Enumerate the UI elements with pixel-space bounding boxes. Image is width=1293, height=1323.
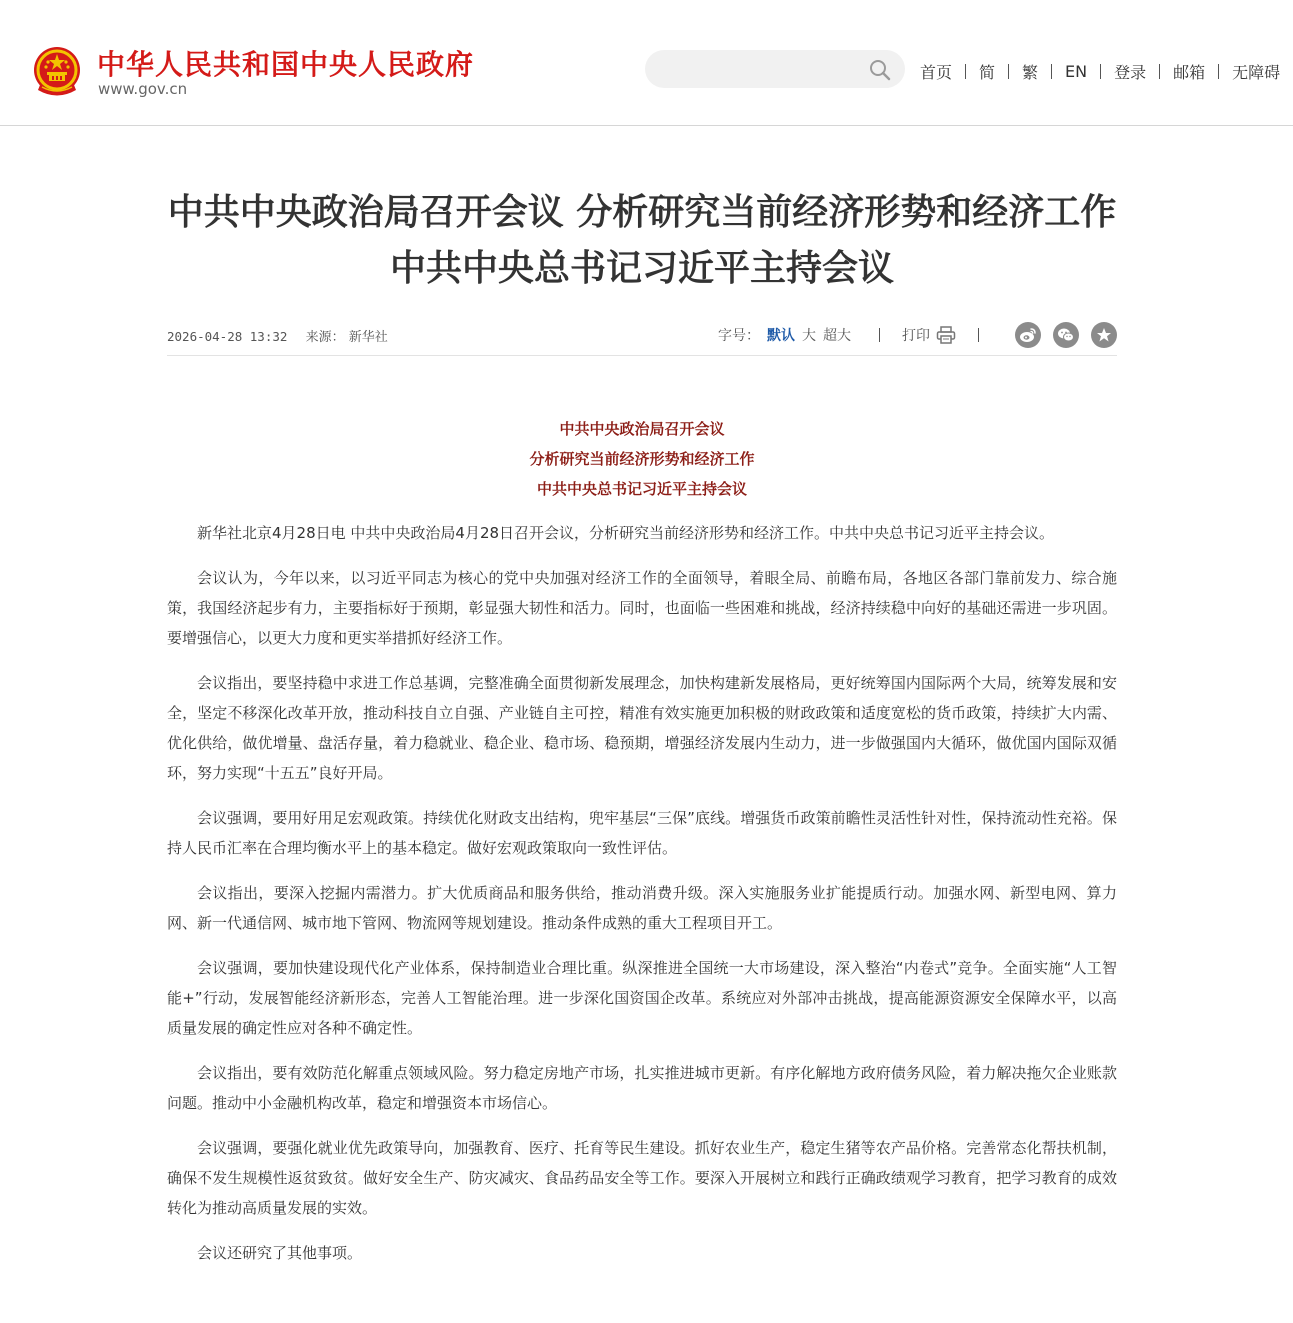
nav-mailbox-link[interactable]: 邮箱	[1173, 62, 1206, 82]
article-subheadings	[167, 414, 1117, 504]
source-name: 新华社	[348, 330, 388, 345]
nav-english-link[interactable]: EN	[1065, 61, 1088, 81]
article-paragraph: 会议指出，要有效防范化解重点领域风险。努力稳定房地产市场，扎实推进城市更新。有序化解地方政府债务风险，着力解决拖欠企业账款问题。推动中小金融机构改革，稳定和增强资本市场信心。	[167, 1064, 1117, 1112]
tool-divider	[879, 328, 880, 342]
article-meta-bar	[167, 318, 1117, 356]
nav-login-link[interactable]: 登录	[1114, 62, 1147, 82]
site-header	[0, 0, 1293, 126]
article-paragraph: 会议强调，要强化就业优先政策导向，加强教育、医疗、托育等民生建设。抓好农业生产，稳定生猪等农产品价格。完善常态化帮扶机制，确保不发生规模性返贫致贫。做好安全生产、防灾减灾、食品药品安全等工作。要深入开展树立和践行正确政绩观学习教育，把学习教育的成效转化为推动高质量发展的实效。	[167, 1139, 1117, 1217]
favorite-star-icon	[1096, 327, 1112, 343]
publish-date: 2026-04-28 13:32	[167, 329, 288, 344]
site-url: www.gov.cn	[98, 80, 188, 98]
favorite-button[interactable]	[1091, 322, 1117, 348]
search-icon[interactable]	[869, 59, 891, 81]
article-paragraph: 会议指出，要坚持稳中求进工作总基调，完整准确全面贯彻新发展理念，加快构建新发展格局，更好统筹国内国际两个大局，统筹发展和安全，坚定不移深化改革开放，推动科技自立自强、产业链自主可控，精准有效实施更加积极的财政政策和适度宽松的货币政策，持续扩大内需、优化供给，做优增量、盘活存量，着力稳就业、稳企业、稳市场、稳预期，增强经济发展内生动力，进一步做强国内大循环，做优国内国际双循环，努力实现“十五五”良好开局。	[167, 674, 1117, 782]
share-wechat-button[interactable]	[1053, 322, 1079, 348]
nav-accessibility-link[interactable]: 无障碍	[1232, 62, 1281, 82]
subheading: 中共中央总书记习近平主持会议	[536, 480, 747, 498]
top-navigation	[920, 60, 1280, 82]
article-paragraph: 会议认为，今年以来，以习近平同志为核心的党中央加强对经济工作的全面领导，着眼全局、前瞻布局，各地区各部门靠前发力、综合施策，我国经济起步有力，主要指标好于预期，彰显强大韧性和活力。同时，也面临一些困难和挑战，经济持续稳中向好的基础还需进一步巩固。要增强信心，以更大力度和更实举措抓好经济工作。	[167, 569, 1117, 647]
nav-divider	[1218, 64, 1219, 79]
wechat-icon	[1057, 327, 1075, 343]
article-meta-info	[167, 326, 388, 345]
tool-divider	[978, 328, 979, 342]
national-emblem-icon[interactable]	[32, 45, 82, 99]
article-paragraph: 会议强调，要加快建设现代化产业体系，保持制造业合理比重。纵深推进全国统一大市场建设，深入整治“内卷式”竞争。全面实施“人工智能+”行动，发展智能经济新形态，完善人工智能治理。进一步深化国资国企改革。系统应对外部冲击挑战，提高能源资源安全保障水平，以高质量发展的确定性应对各种不确定性。	[167, 959, 1117, 1037]
search-input[interactable]	[661, 50, 861, 88]
font-size-large[interactable]: 大	[802, 328, 816, 344]
font-size-label: 字号：	[718, 328, 760, 344]
search-box	[645, 50, 905, 88]
nav-divider	[1008, 64, 1009, 79]
print-label: 打印	[902, 328, 930, 344]
article-paragraph: 会议强调，要用好用足宏观政策。持续优化财政支出结构，兜牢基层“三保”底线。增强货币政策前瞻性灵活性针对性，保持流动性充裕。保持人民币汇率在合理均衡水平上的基本稳定。做好宏观政策取向一致性评估。	[167, 809, 1117, 857]
article-tools	[718, 322, 1117, 348]
font-size-extra-large[interactable]: 超大	[823, 328, 851, 344]
nav-simplified-link[interactable]: 简	[979, 62, 996, 82]
nav-divider	[1100, 64, 1101, 79]
article-paragraph: 会议指出，要深入挖掘内需潜力。扩大优质商品和服务供给，推动消费升级。深入实施服务业扩能提质行动。加强水网、新型电网、算力网、新一代通信网、城市地下管网、物流网等规划建设。推动条件成熟的重大工程项目开工。	[167, 884, 1117, 932]
subheading: 分析研究当前经济形势和经济工作	[529, 450, 755, 468]
font-size-default[interactable]: 默认	[767, 328, 795, 344]
source-label: 来源：	[305, 330, 345, 345]
nav-divider	[1051, 64, 1052, 79]
article-body	[167, 518, 1117, 1283]
site-title[interactable]: 中华人民共和国中央人民政府	[97, 48, 475, 81]
print-button[interactable]	[902, 325, 956, 345]
nav-divider	[1159, 64, 1160, 79]
article-paragraph: 会议还研究了其他事项。	[197, 1244, 363, 1262]
article-title: 中共中央政治局召开会议 分析研究当前经济形势和经济工作 中共中央总书记习近平主持会议	[167, 192, 1117, 289]
share-weibo-button[interactable]	[1015, 322, 1041, 348]
print-icon	[936, 326, 956, 344]
nav-home-link[interactable]: 首页	[920, 62, 953, 82]
article-paragraph: 新华社北京4月28日电 中共中央政治局4月28日召开会议，分析研究当前经济形势和经济工作。中共中央总书记习近平主持会议。	[197, 524, 1055, 542]
nav-traditional-link[interactable]: 繁	[1022, 62, 1039, 82]
weibo-icon	[1019, 327, 1037, 343]
nav-divider	[965, 64, 966, 79]
subheading: 中共中央政治局召开会议	[559, 420, 725, 438]
